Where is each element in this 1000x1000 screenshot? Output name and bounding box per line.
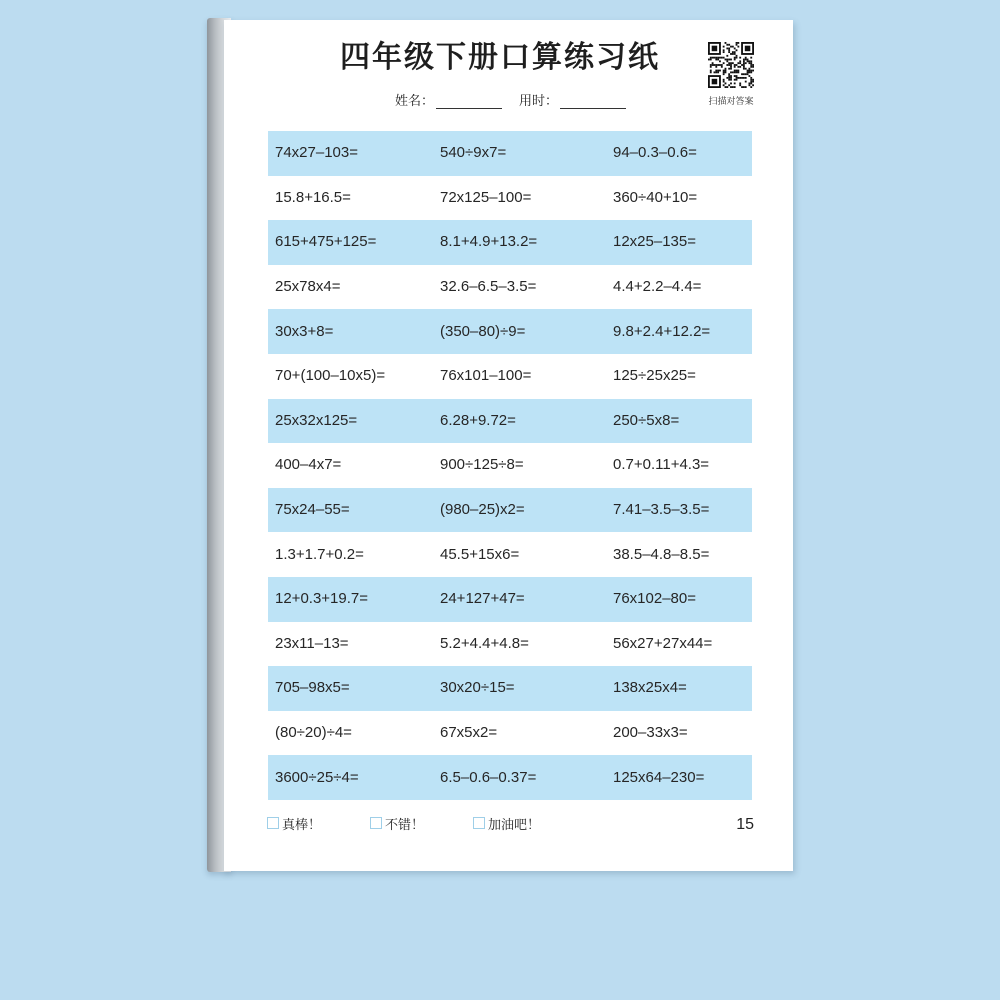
page-number: 15 [736, 816, 754, 833]
time-blank [560, 94, 626, 109]
table-row [268, 488, 752, 533]
table-row [268, 577, 752, 622]
time-label: 用时： [519, 93, 559, 108]
problem-cell: (80÷20)÷4= [275, 724, 352, 742]
problem-cell: 76x102–80= [613, 590, 696, 608]
rating-great [267, 814, 321, 832]
problem-cell: 15.8+16.5= [275, 188, 351, 206]
problem-cell: 400–4x7= [275, 456, 342, 474]
problem-cell: 74x27–103= [275, 144, 358, 162]
problem-cell: 23x11–13= [275, 634, 349, 652]
rating-label: 加油吧！ [488, 816, 541, 832]
problem-cell: 45.5+15x6= [440, 545, 520, 563]
problem-cell: 540÷9x7= [440, 144, 507, 162]
problem-cell: 24+127+47= [440, 590, 525, 608]
problem-table [268, 131, 752, 800]
qr-caption: 扫描对答案 [708, 96, 754, 106]
student-info-line [395, 89, 626, 109]
table-row [268, 711, 752, 756]
problem-cell: (980–25)x2= [440, 501, 525, 519]
name-blank [436, 94, 502, 109]
table-row [268, 755, 752, 800]
problem-cell: 76x101–100= [440, 367, 532, 385]
problem-cell: 125x64–230= [613, 768, 705, 786]
problem-cell: 615+475+125= [275, 233, 377, 251]
problem-cell: 30x20÷15= [440, 679, 515, 697]
problem-cell: 7.41–3.5–3.5= [613, 501, 710, 519]
problem-cell: 30x3+8= [275, 322, 334, 340]
rating-keep-going [473, 814, 540, 832]
problem-cell: 25x32x125= [275, 411, 358, 429]
problem-cell: 360÷40+10= [613, 188, 698, 206]
problem-cell: 25x78x4= [275, 278, 341, 296]
problem-cell: 12x25–135= [613, 233, 696, 251]
problem-cell: 67x5x2= [440, 724, 498, 742]
problem-cell: 56x27+27x44= [613, 634, 713, 652]
problem-cell: 94–0.3–0.6= [613, 144, 697, 162]
problem-cell: (350–80)÷9= [440, 322, 526, 340]
problem-cell: 70+(100–10x5)= [275, 367, 386, 385]
problem-cell: 8.1+4.9+13.2= [440, 233, 538, 251]
problem-cell: 705–98x5= [275, 679, 350, 697]
problem-cell: 1.3+1.7+0.2= [275, 545, 364, 563]
name-label: 姓名： [395, 93, 435, 108]
table-row [268, 399, 752, 444]
table-row [268, 265, 752, 310]
problem-cell: 72x125–100= [440, 188, 532, 206]
table-row [268, 131, 752, 176]
table-row [268, 220, 752, 265]
table-row [268, 354, 752, 399]
problem-cell: 6.28+9.72= [440, 411, 516, 429]
checkbox-icon [473, 817, 485, 829]
qr-code-icon [708, 42, 754, 88]
problem-cell: 6.5–0.6–0.37= [440, 768, 537, 786]
problem-cell: 4.4+2.2–4.4= [613, 278, 702, 296]
table-row [268, 443, 752, 488]
problem-cell: 38.5–4.8–8.5= [613, 545, 710, 563]
checkbox-icon [370, 817, 382, 829]
problem-cell: 32.6–6.5–3.5= [440, 278, 537, 296]
problem-cell: 200–33x3= [613, 724, 688, 742]
rating-label: 不错！ [385, 816, 425, 832]
problem-cell: 9.8+2.4+12.2= [613, 322, 711, 340]
table-row [268, 176, 752, 221]
checkbox-icon [267, 817, 279, 829]
problem-cell: 75x24–55= [275, 501, 350, 519]
table-row [268, 532, 752, 577]
problem-cell: 125÷25x25= [613, 367, 696, 385]
problem-cell: 250÷5x8= [613, 411, 680, 429]
worksheet-title: 四年级下册口算练习纸 [340, 41, 660, 74]
rating-good [370, 814, 424, 832]
problem-cell: 900÷125÷8= [440, 456, 524, 474]
table-row [268, 309, 752, 354]
problem-cell: 12+0.3+19.7= [275, 590, 369, 608]
table-row [268, 666, 752, 711]
problem-cell: 0.7+0.11+4.3= [613, 456, 710, 474]
table-row [268, 622, 752, 667]
rating-label: 真棒！ [282, 816, 322, 832]
problem-cell: 5.2+4.4+4.8= [440, 634, 529, 652]
problem-cell: 138x25x4= [613, 679, 687, 697]
problem-cell: 3600÷25÷4= [275, 768, 359, 786]
